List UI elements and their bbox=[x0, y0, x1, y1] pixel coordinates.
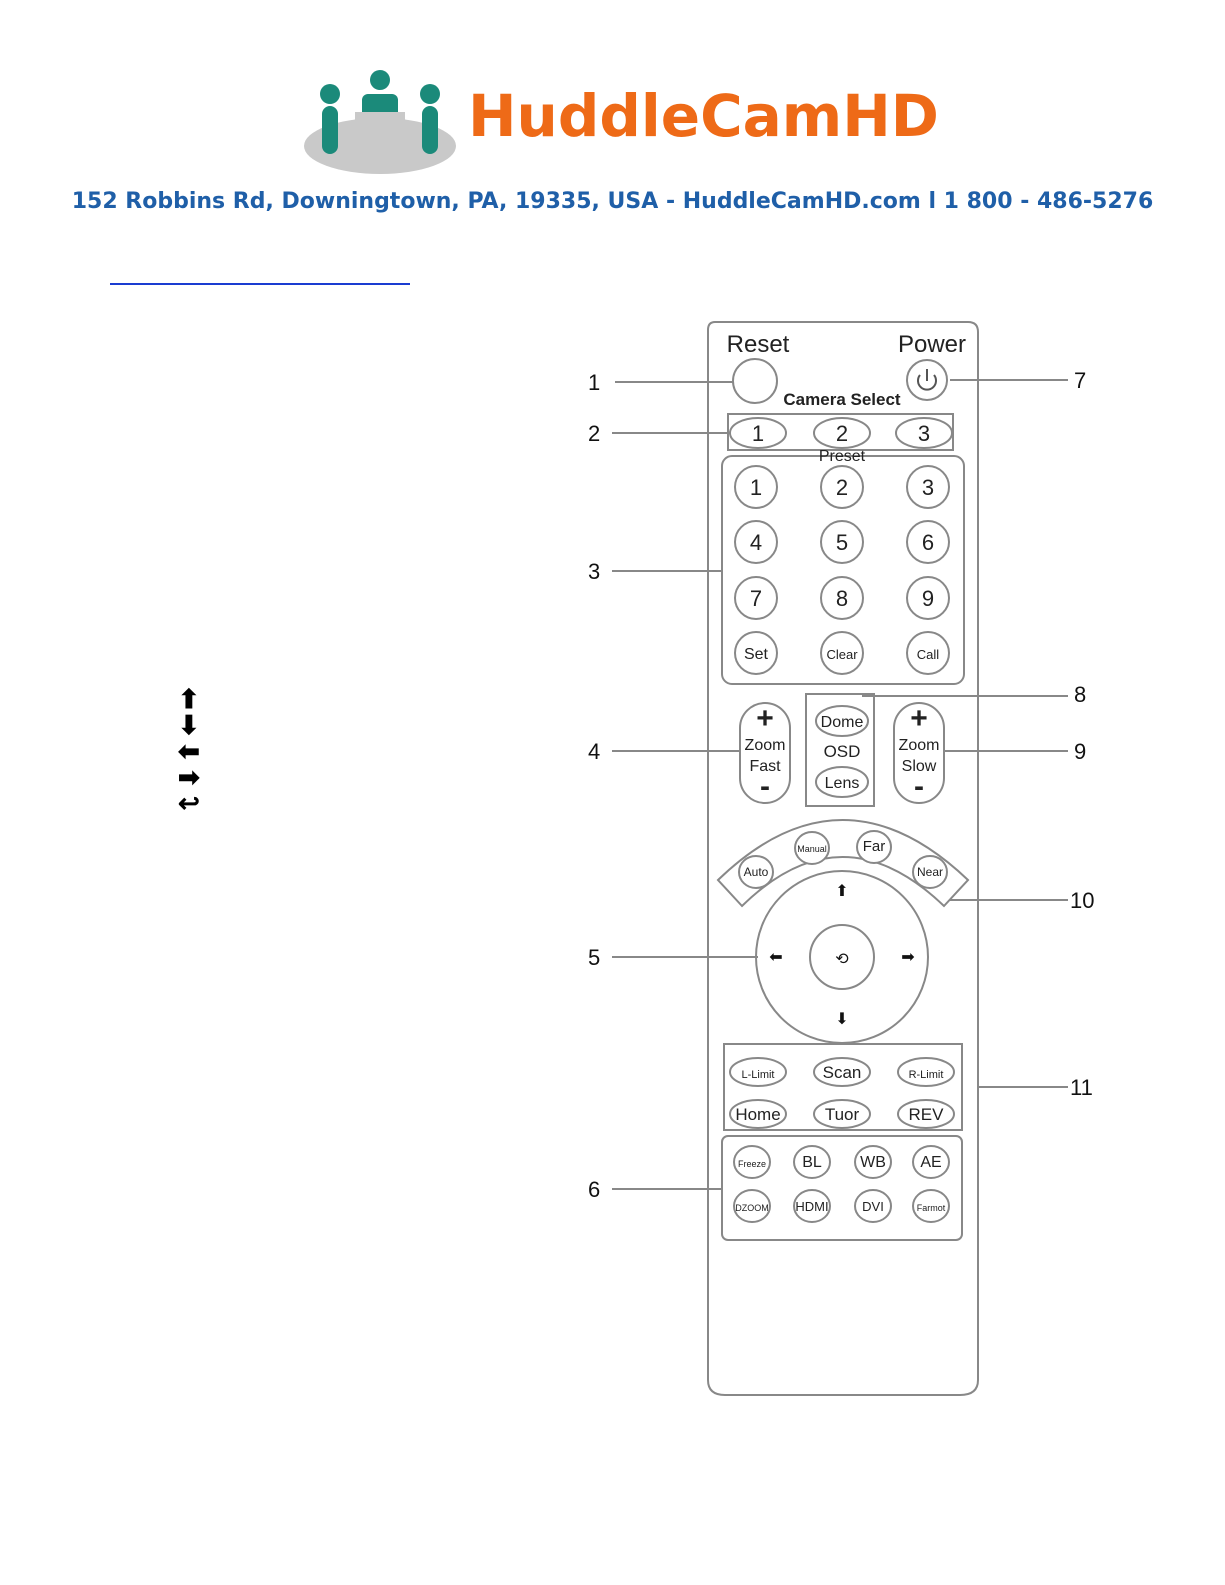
callout-10: 10 bbox=[1070, 888, 1095, 913]
zoom-fast-plus-label: + bbox=[756, 702, 774, 735]
camera-select-2-label: 2 bbox=[835, 421, 849, 446]
focus-auto-label: Auto bbox=[743, 865, 769, 879]
callout-5: 5 bbox=[588, 945, 601, 970]
callout-2: 2 bbox=[588, 421, 601, 446]
preset-5-label: 5 bbox=[835, 530, 849, 555]
callout-7: 7 bbox=[1074, 368, 1087, 393]
function-ae-label: AE bbox=[920, 1154, 942, 1171]
preset-call-label: Call bbox=[916, 647, 940, 662]
zoom-fast-minus-label: - bbox=[760, 770, 770, 803]
brand-name: HuddleCamHD bbox=[468, 82, 939, 150]
preset-label: Preset bbox=[818, 448, 866, 465]
function-freeze-label: Freeze bbox=[737, 1159, 767, 1169]
limit-home-label: Home bbox=[735, 1105, 781, 1124]
lens-label: Lens bbox=[824, 775, 860, 792]
callout-6: 6 bbox=[588, 1177, 601, 1202]
focus-far-label: Far bbox=[862, 838, 886, 855]
preset-7-label: 7 bbox=[749, 586, 763, 611]
zoom-slow-line2-label: Slow bbox=[901, 758, 937, 775]
limit-tuor-label: Tuor bbox=[824, 1105, 860, 1124]
function-wb-label: WB bbox=[860, 1154, 886, 1171]
callout-4: 4 bbox=[588, 739, 601, 764]
dpad-down-button[interactable]: ⬇ bbox=[835, 1011, 849, 1028]
preset-9-label: 9 bbox=[921, 586, 935, 611]
dome-label: Dome bbox=[820, 714, 864, 731]
limit-scan-label: Scan bbox=[822, 1063, 862, 1082]
dpad-up-button[interactable]: ⬆ bbox=[835, 883, 849, 900]
osd-label: OSD bbox=[823, 742, 861, 761]
callout-3: 3 bbox=[588, 559, 601, 584]
preset-4-label: 4 bbox=[749, 530, 763, 555]
address-line: 152 Robbins Rd, Downingtown, PA, 19335, USA - HuddleCamHD.com l 1 800 - 486-5276 bbox=[71, 189, 1154, 214]
focus-manual-label: Manual bbox=[797, 844, 827, 854]
camera-select-3-label: 3 bbox=[917, 421, 931, 446]
limit-rev-label: REV bbox=[908, 1105, 944, 1124]
return-icon: ↩ bbox=[178, 788, 200, 818]
callout-8: 8 bbox=[1074, 682, 1087, 707]
reset-label: Reset bbox=[726, 331, 790, 358]
arrow-down-icon: ⬇ bbox=[178, 710, 200, 740]
limit-l-limit-label: L-Limit bbox=[741, 1069, 775, 1081]
preset-clear-label: Clear bbox=[826, 647, 858, 662]
zoom-fast-line1-label: Zoom bbox=[744, 737, 786, 754]
camera-select-1-label: 1 bbox=[751, 421, 765, 446]
arrow-right-icon: ➡ bbox=[178, 762, 200, 792]
dpad-left-button[interactable]: ⬅ bbox=[769, 949, 783, 966]
arrow-up-icon: ⬆ bbox=[178, 684, 200, 714]
preset-6-label: 6 bbox=[921, 530, 935, 555]
zoom-fast-line2-label: Fast bbox=[749, 758, 781, 775]
power-label: Power bbox=[897, 331, 967, 358]
function-dzoom-label: DZOOM bbox=[735, 1203, 769, 1213]
camera-select-label: Camera Select bbox=[783, 390, 901, 409]
function-farmot-label: Farmot bbox=[916, 1203, 946, 1213]
preset-set-label: Set bbox=[743, 646, 769, 663]
callout-9: 9 bbox=[1074, 739, 1087, 764]
preset-2-label: 2 bbox=[835, 475, 849, 500]
reset-button[interactable] bbox=[733, 359, 777, 403]
focus-near-label: Near bbox=[916, 865, 944, 879]
dpad-home-button[interactable]: ⟲ bbox=[835, 951, 849, 968]
function-bl-label: BL bbox=[802, 1154, 822, 1171]
preset-3-label: 3 bbox=[921, 475, 935, 500]
callout-1: 1 bbox=[588, 370, 601, 395]
preset-1-label: 1 bbox=[749, 475, 763, 500]
function-dvi-label: DVI bbox=[862, 1199, 884, 1214]
zoom-slow-minus-label: - bbox=[914, 770, 924, 803]
function-hdmi-label: HDMI bbox=[795, 1199, 829, 1214]
dpad-right-button[interactable]: ➡ bbox=[901, 949, 915, 966]
zoom-slow-line1-label: Zoom bbox=[898, 737, 940, 754]
preset-8-label: 8 bbox=[835, 586, 849, 611]
callout-11: 11 bbox=[1070, 1075, 1093, 1100]
limit-r-limit-label: R-Limit bbox=[908, 1069, 944, 1081]
zoom-slow-plus-label: + bbox=[910, 702, 928, 735]
arrow-left-icon: ⬅ bbox=[178, 736, 200, 766]
